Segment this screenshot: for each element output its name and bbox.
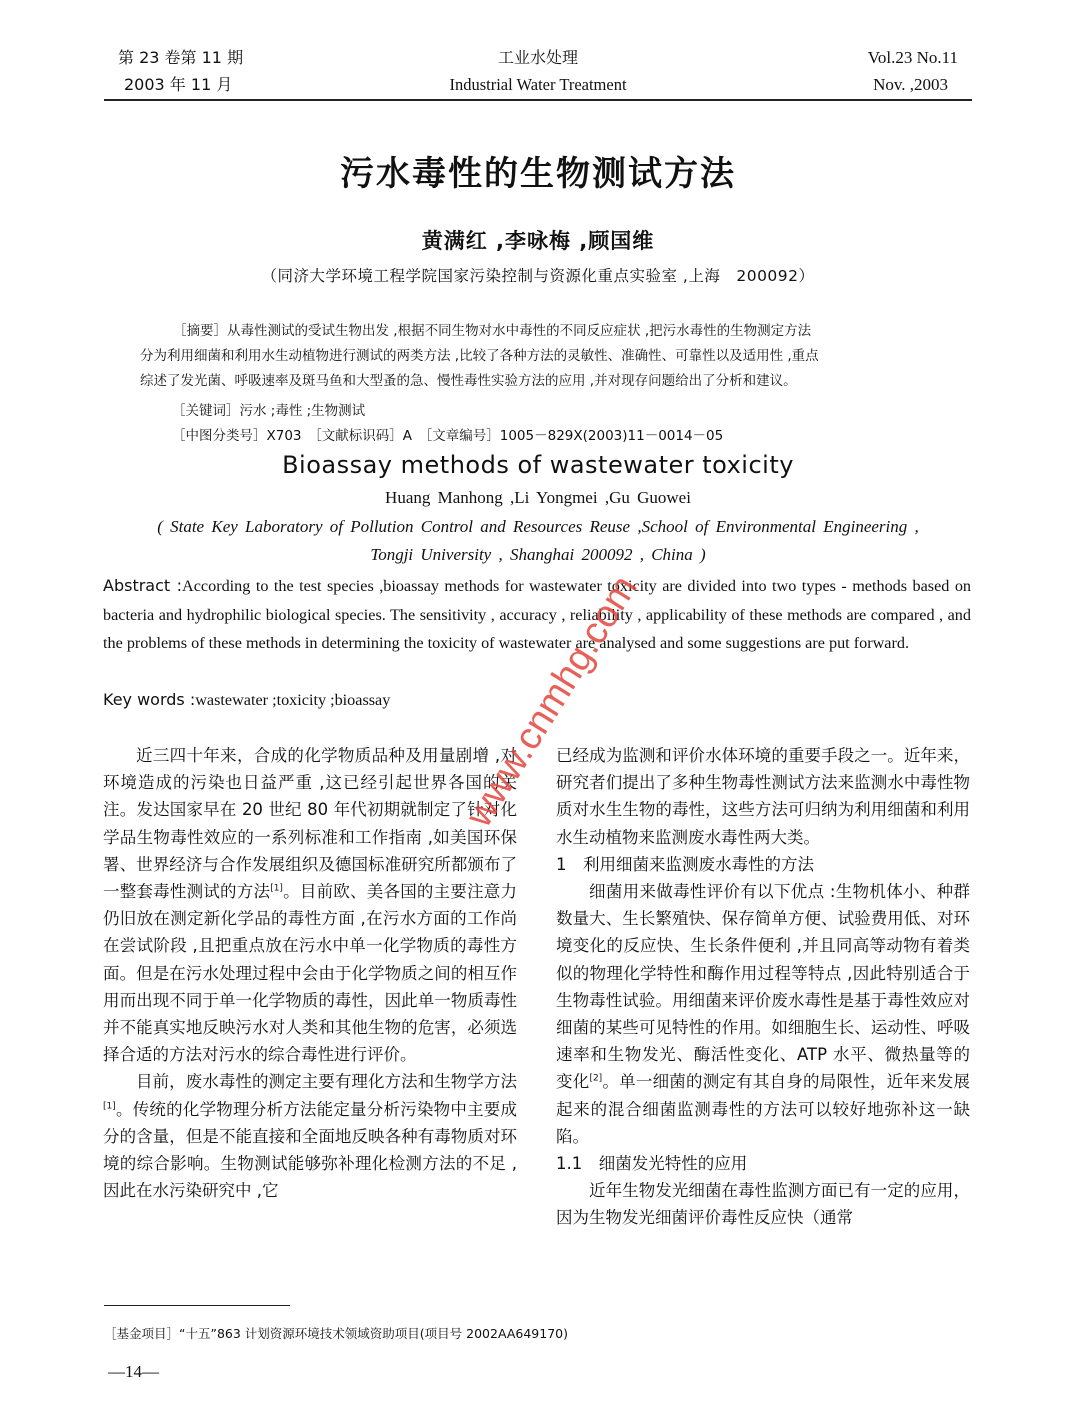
paragraph: 已经成为监测和评价水体环境的重要手段之一。近年来，研究者们提出了多种生物毒性测试方法来监测水中毒性物质对水生生物的毒性，这些方法可归纳为利用细菌和利用水生动植物来监测废水毒性两大类。 [556, 746, 970, 847]
subsection-heading: 1.1 细菌发光特性的应用 [556, 1154, 748, 1174]
journal-date: 2003 年 11 月 [124, 75, 233, 94]
keywords-en [103, 686, 390, 714]
abstract-en-text: According to the test species ,bioassay methods for wastewater toxicity are divided into two types - methods based on bacteria and hydrophilic biological species. The sensitivity , accuracy , reliability , applicability of these methods are compared , and the problems of these methods in determining the toxicity of wastewater are analysed and some suggestions are put forward. [103, 577, 972, 652]
header-rule [104, 99, 972, 101]
paragraph [103, 742, 517, 1068]
affiliation-en-line-2: Tongji University , Shanghai 200092 , China ) [370, 545, 706, 564]
affiliation-en-line-1: ( State Key Laboratory of Pollution Control and Resources Reuse ,School of Environmental Engineering , [157, 517, 919, 536]
paragraph: 近年生物发光细菌在毒性监测方面已有一定的应用，因为生物发光细菌评价毒性反应快（通常 [556, 1181, 970, 1228]
authors-en: Huang Manhong ,Li Yongmei ,Gu Guowei [385, 488, 691, 507]
text-run: 目前，废水毒性的测定主要有理化方法和生物学方法 [136, 1072, 517, 1092]
abstract-zh [140, 319, 940, 394]
keywords-en-text: wastewater ;toxicity ;bioassay [195, 691, 391, 709]
keywords-en-label: Key words : [103, 690, 196, 709]
citation: [1] [270, 883, 283, 894]
text-run: 。目前欧、美各国的主要注意力仍旧放在测定新化学品的毒性方面 ,在污水方面的工作尚在尝试阶段 ,且把重点放在污水中单一化学物质的毒性方面。但是在污水处理过程中会由于化学物质之间的相互作用而出现不同于单一化学物质的毒性，因此单一物质毒性并不能真实地反映污水对人类和其他生物的危害，必须选择合适的方法对污水的综合毒性进行评价。 [103, 882, 517, 1065]
abstract-zh-line: 综述了发光菌、呼吸速率及斑马鱼和大型蚤的急、慢性毒性实验方法的应用 ,并对现存问题给出了分析和建议。 [140, 373, 797, 389]
journal-volume: Vol.23 No.11 [867, 48, 958, 67]
authors-zh: 黄满红 ,李咏梅 ,顾国维 [421, 229, 655, 253]
text-run: 。传统的化学物理分析方法能定量分析污染物中主要成分的含量，但是不能直接和全面地反映各种有毒物质对环境的综合影响。生物测试能够弥补理化检测方法的不足 ,因此在水污染研究中 ,它 [103, 1099, 517, 1201]
funding-footnote: ［基金项目］“十五”863 计划资源环境技术领域资助项目(项目号 2002AA649170) [104, 1326, 568, 1341]
footnote-rule [104, 1305, 290, 1306]
affiliation-zh: （同济大学环境工程学院国家污染控制与资源化重点实验室 ,上海 200092） [261, 267, 815, 285]
page-number: —14— [108, 1362, 159, 1381]
text-run: 。单一细菌的测定有其自身的局限性，近年来发展起来的混合细菌监测毒性的方法可以较好地弥补这一缺陷。 [556, 1072, 970, 1146]
journal-name-en: Industrial Water Treatment [449, 75, 627, 94]
abstract-zh-line: ［摘要］从毒性测试的受试生物出发 ,根据不同生物对水中毒性的不同反应症状 ,把污水毒性的生物测定方法 [173, 323, 812, 339]
paper-title-zh: 污水毒性的生物测试方法 [340, 154, 736, 194]
text-run: 细菌用来做毒性评价有以下优点 :生物机体小、种群数量大、生长繁殖快、保存简单方便、试验费用低、对环境变化的反应快、生长条件便利 ,并且同高等动物有着类似的物理化学特性和酶作用过程等特点 ,因此特别适合于生物毒性试验。用细菌来评价废水毒性是基于毒性效应对细菌的某些可见特性的作用。如细胞生长、运动性、呼吸速率和生物发光、酶活性变化、ATP 水平、微热量等的变化 [556, 882, 970, 1092]
body-left-column [103, 742, 517, 1204]
watermark: www.cnmhg.com [458, 568, 646, 835]
abstract-en [103, 572, 971, 658]
classification-codes: ［中图分类号］X703 ［文献标识码］A ［文章编号］1005－829X(2003)11－0014－05 [172, 428, 724, 444]
citation: [1] [103, 1101, 116, 1112]
journal-issue: 第 23 卷第 11 期 [118, 48, 244, 67]
citation: [2] [589, 1073, 603, 1084]
journal-month: Nov. ,2003 [873, 75, 948, 94]
journal-name-zh: 工业水处理 [497, 48, 578, 67]
section-heading: 1 利用细菌来监测废水毒性的方法 [556, 854, 814, 874]
text-run: 近三四十年来，合成的化学物质品种及用量剧增 ,对环境造成的污染也日益严重 ,这已经引起世界各国的关注。发达国家早在 20 世纪 80 年代初期就制定了针对化学品生物毒性效应的一系列标准和工作指南 ,如美国环保署、世界经济与合作发展组织及德国标准研究所都颁布了一整套毒性测试的方法 [103, 746, 517, 902]
keywords-zh: ［关键词］污水 ;毒性 ;生物测试 [172, 403, 366, 419]
abstract-zh-line: 分为利用细菌和利用水生动植物进行测试的两类方法 ,比较了各种方法的灵敏性、准确性、可靠性以及适用性 ,重点 [140, 348, 819, 364]
abstract-en-label: Abstract : [103, 576, 183, 595]
body-right-column [556, 742, 970, 1232]
paper-title-en: Bioassay methods of wastewater toxicity [282, 451, 794, 479]
paragraph [103, 1068, 517, 1204]
paragraph [556, 878, 970, 1150]
